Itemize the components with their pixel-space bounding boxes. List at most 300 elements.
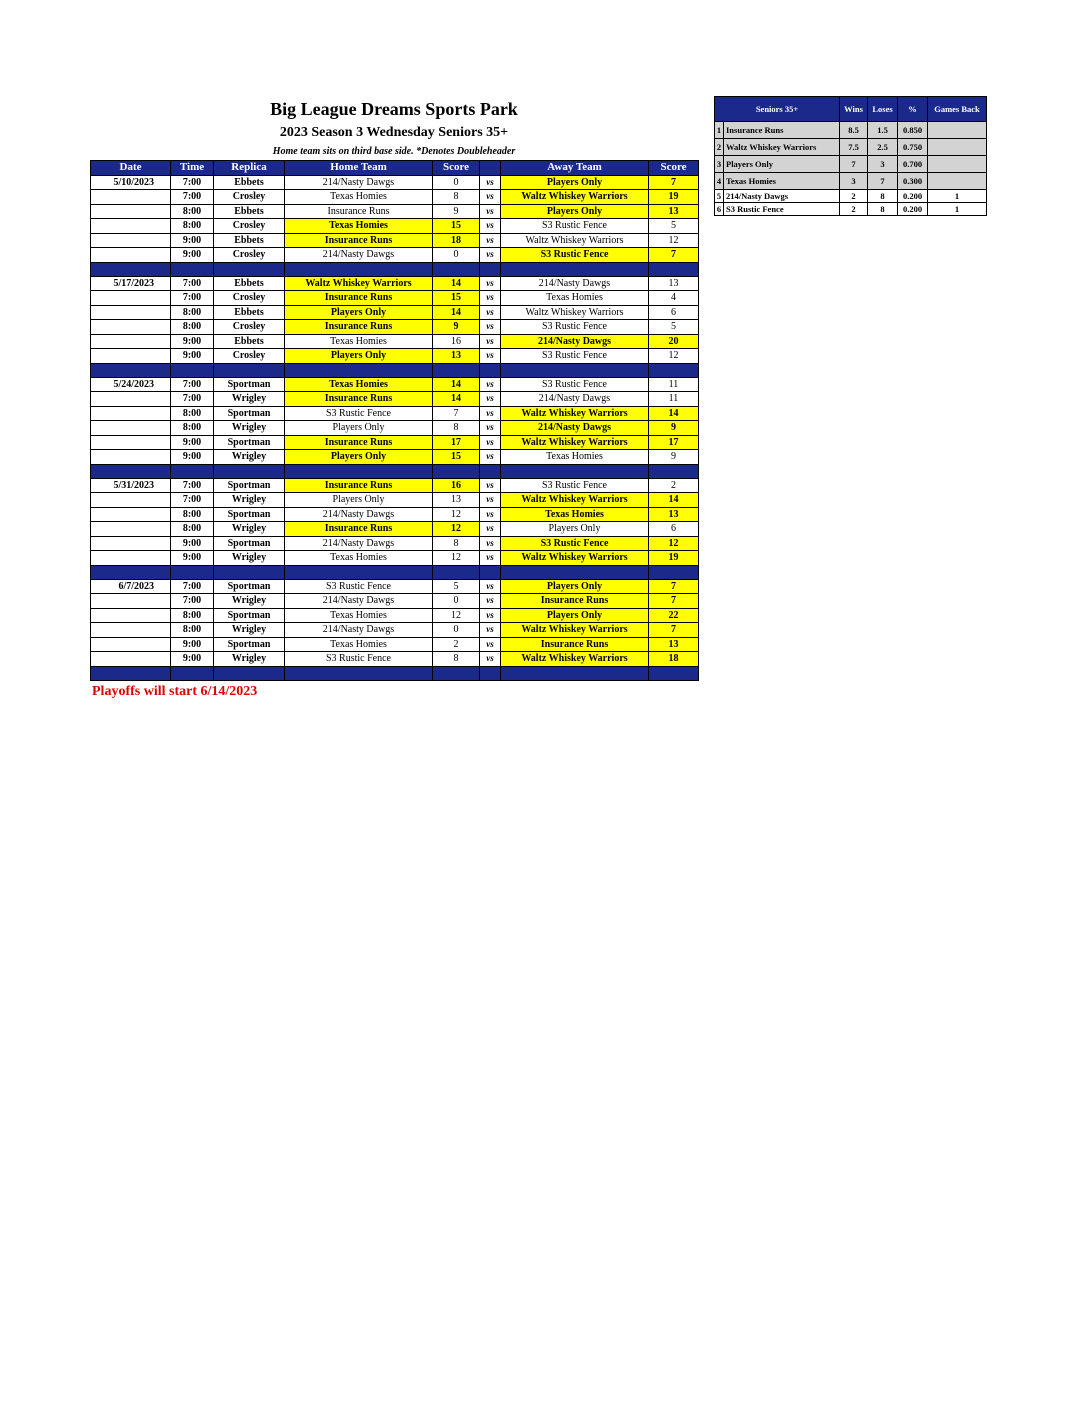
game-field: Sportman <box>214 536 285 551</box>
game-date <box>91 493 171 508</box>
game-field: Ebbets <box>214 334 285 349</box>
away-team: Texas Homies <box>501 450 649 465</box>
table-row <box>91 435 699 450</box>
game-date <box>91 219 171 234</box>
away-team: Players Only <box>501 579 649 594</box>
table-row <box>91 276 699 291</box>
separator-cell <box>285 666 433 680</box>
away-team: Players Only <box>501 175 649 190</box>
week-separator <box>91 363 699 377</box>
vs-label: vs <box>480 190 501 205</box>
home-score: 14 <box>433 276 480 291</box>
vs-label: vs <box>480 349 501 364</box>
home-team: Players Only <box>285 493 433 508</box>
table-row <box>91 579 699 594</box>
away-team: Waltz Whiskey Warriors <box>501 406 649 421</box>
home-team: Players Only <box>285 450 433 465</box>
home-score: 12 <box>433 507 480 522</box>
game-field: Crosley <box>214 190 285 205</box>
home-score: 8 <box>433 536 480 551</box>
standings-rank: 6 <box>715 203 724 216</box>
vs-label: vs <box>480 305 501 320</box>
separator-cell <box>285 262 433 276</box>
away-score: 19 <box>649 551 699 566</box>
game-field: Sportman <box>214 579 285 594</box>
col-home-score: Score <box>433 161 480 176</box>
vs-label: vs <box>480 276 501 291</box>
standings-rank: 5 <box>715 190 724 203</box>
game-time: 8:00 <box>171 623 214 638</box>
game-field: Sportman <box>214 435 285 450</box>
away-team: S3 Rustic Fence <box>501 478 649 493</box>
standings-rank: 4 <box>715 173 724 190</box>
vs-label: vs <box>480 493 501 508</box>
separator-cell <box>91 363 171 377</box>
page-title: Big League Dreams Sports Park <box>270 99 518 119</box>
standings-wins: 8.5 <box>840 122 868 139</box>
standings-pct: 0.200 <box>898 203 928 216</box>
vs-label: vs <box>480 623 501 638</box>
table-row <box>91 190 699 205</box>
game-date <box>91 608 171 623</box>
game-field: Sportman <box>214 377 285 392</box>
away-team: S3 Rustic Fence <box>501 536 649 551</box>
vs-label: vs <box>480 291 501 306</box>
home-score: 7 <box>433 406 480 421</box>
standings-body <box>715 122 987 216</box>
standings-pct: 0.200 <box>898 190 928 203</box>
standings-pct: 0.300 <box>898 173 928 190</box>
separator-cell <box>214 565 285 579</box>
away-score: 13 <box>649 204 699 219</box>
vs-label: vs <box>480 435 501 450</box>
game-field: Sportman <box>214 608 285 623</box>
standings-games-back <box>928 122 987 139</box>
game-time: 9:00 <box>171 435 214 450</box>
separator-cell <box>480 666 501 680</box>
game-date <box>91 320 171 335</box>
game-field: Crosley <box>214 219 285 234</box>
separator-cell <box>433 363 480 377</box>
game-field: Sportman <box>214 637 285 652</box>
home-team: Texas Homies <box>285 334 433 349</box>
home-team: Insurance Runs <box>285 204 433 219</box>
away-score: 4 <box>649 291 699 306</box>
away-score: 17 <box>649 435 699 450</box>
standings-wins: 2 <box>840 203 868 216</box>
vs-label: vs <box>480 421 501 436</box>
vs-label: vs <box>480 219 501 234</box>
standings-wins: 2 <box>840 190 868 203</box>
game-date <box>91 551 171 566</box>
game-time: 8:00 <box>171 522 214 537</box>
standings-loses-header: Loses <box>868 97 898 122</box>
away-score: 11 <box>649 392 699 407</box>
vs-label: vs <box>480 392 501 407</box>
separator-cell <box>214 262 285 276</box>
separator-cell <box>171 363 214 377</box>
home-score: 17 <box>433 435 480 450</box>
game-date <box>91 435 171 450</box>
game-time: 7:00 <box>171 377 214 392</box>
vs-label: vs <box>480 406 501 421</box>
vs-label: vs <box>480 536 501 551</box>
separator-cell <box>91 666 171 680</box>
table-row <box>91 623 699 638</box>
home-team: S3 Rustic Fence <box>285 406 433 421</box>
separator-cell <box>433 464 480 478</box>
home-team: S3 Rustic Fence <box>285 652 433 667</box>
away-score: 9 <box>649 450 699 465</box>
standings-header-row <box>715 97 987 122</box>
separator-cell <box>480 363 501 377</box>
week-separator <box>91 565 699 579</box>
separator-cell <box>91 464 171 478</box>
vs-label: vs <box>480 175 501 190</box>
vs-label: vs <box>480 551 501 566</box>
separator-cell <box>480 565 501 579</box>
home-score: 5 <box>433 579 480 594</box>
table-row <box>91 522 699 537</box>
away-score: 12 <box>649 536 699 551</box>
away-score: 18 <box>649 652 699 667</box>
game-time: 8:00 <box>171 608 214 623</box>
home-team: Insurance Runs <box>285 522 433 537</box>
table-row <box>91 478 699 493</box>
game-field: Ebbets <box>214 233 285 248</box>
home-score: 9 <box>433 320 480 335</box>
home-team: 214/Nasty Dawgs <box>285 248 433 263</box>
away-score: 12 <box>649 233 699 248</box>
game-date <box>91 334 171 349</box>
home-team: 214/Nasty Dawgs <box>285 175 433 190</box>
game-field: Sportman <box>214 507 285 522</box>
away-score: 7 <box>649 579 699 594</box>
separator-cell <box>433 262 480 276</box>
table-row <box>91 536 699 551</box>
standings-loses: 8 <box>868 203 898 216</box>
table-row <box>91 219 699 234</box>
away-score: 9 <box>649 421 699 436</box>
game-time: 8:00 <box>171 406 214 421</box>
vs-label: vs <box>480 377 501 392</box>
game-date <box>91 637 171 652</box>
vs-label: vs <box>480 594 501 609</box>
separator-cell <box>433 565 480 579</box>
game-date: 6/7/2023 <box>91 579 171 594</box>
game-time: 8:00 <box>171 305 214 320</box>
vs-label: vs <box>480 204 501 219</box>
game-time: 9:00 <box>171 233 214 248</box>
game-date <box>91 594 171 609</box>
table-row <box>91 320 699 335</box>
game-time: 8:00 <box>171 320 214 335</box>
home-score: 12 <box>433 551 480 566</box>
separator-cell <box>480 464 501 478</box>
home-score: 18 <box>433 233 480 248</box>
standings-wins-header: Wins <box>840 97 868 122</box>
home-score: 14 <box>433 305 480 320</box>
away-score: 5 <box>649 219 699 234</box>
home-score: 0 <box>433 175 480 190</box>
standings-rank: 1 <box>715 122 724 139</box>
away-score: 20 <box>649 334 699 349</box>
table-row <box>91 450 699 465</box>
home-team: Texas Homies <box>285 377 433 392</box>
separator-cell <box>480 262 501 276</box>
separator-cell <box>433 666 480 680</box>
away-team: Waltz Whiskey Warriors <box>501 233 649 248</box>
game-time: 7:00 <box>171 291 214 306</box>
table-row <box>91 204 699 219</box>
game-date <box>91 204 171 219</box>
home-score: 14 <box>433 377 480 392</box>
separator-cell <box>91 262 171 276</box>
schedule-table <box>90 160 699 681</box>
home-score: 12 <box>433 522 480 537</box>
standings-games-back <box>928 173 987 190</box>
standings-team: Players Only <box>724 156 840 173</box>
game-field: Wrigley <box>214 594 285 609</box>
table-row <box>91 175 699 190</box>
table-row <box>91 377 699 392</box>
standings-games-back <box>928 156 987 173</box>
vs-label: vs <box>480 478 501 493</box>
col-vs <box>480 161 501 176</box>
game-time: 7:00 <box>171 276 214 291</box>
standings-wins: 7.5 <box>840 139 868 156</box>
away-team: Texas Homies <box>501 291 649 306</box>
schedule-header-row <box>91 161 699 176</box>
game-field: Wrigley <box>214 493 285 508</box>
game-date <box>91 190 171 205</box>
table-row <box>91 608 699 623</box>
away-team: Insurance Runs <box>501 594 649 609</box>
standings-games-back <box>928 139 987 156</box>
away-score: 5 <box>649 320 699 335</box>
away-team: Waltz Whiskey Warriors <box>501 435 649 450</box>
away-team: Waltz Whiskey Warriors <box>501 652 649 667</box>
game-field: Ebbets <box>214 175 285 190</box>
away-team: Players Only <box>501 204 649 219</box>
away-score: 7 <box>649 623 699 638</box>
separator-cell <box>649 666 699 680</box>
home-team: Insurance Runs <box>285 320 433 335</box>
away-team: Waltz Whiskey Warriors <box>501 305 649 320</box>
game-date <box>91 349 171 364</box>
separator-cell <box>649 363 699 377</box>
separator-cell <box>649 262 699 276</box>
standings-row <box>715 190 987 203</box>
table-row <box>91 291 699 306</box>
separator-cell <box>649 565 699 579</box>
separator-cell <box>501 464 649 478</box>
standings-loses: 7 <box>868 173 898 190</box>
game-field: Wrigley <box>214 623 285 638</box>
game-field: Crosley <box>214 248 285 263</box>
vs-label: vs <box>480 233 501 248</box>
home-score: 0 <box>433 594 480 609</box>
page-subtitle: 2023 Season 3 Wednesday Seniors 35+ <box>279 125 509 140</box>
standings-loses: 1.5 <box>868 122 898 139</box>
game-field: Wrigley <box>214 652 285 667</box>
standings-pct: 0.750 <box>898 139 928 156</box>
home-score: 16 <box>433 334 480 349</box>
table-row <box>91 305 699 320</box>
separator-cell <box>285 363 433 377</box>
game-field: Sportman <box>214 406 285 421</box>
away-team: Insurance Runs <box>501 637 649 652</box>
away-team: S3 Rustic Fence <box>501 219 649 234</box>
standings-loses: 3 <box>868 156 898 173</box>
game-time: 9:00 <box>171 536 214 551</box>
away-score: 6 <box>649 305 699 320</box>
table-row <box>91 507 699 522</box>
home-team: Insurance Runs <box>285 392 433 407</box>
home-team: Texas Homies <box>285 637 433 652</box>
game-date <box>91 522 171 537</box>
standings-rank: 3 <box>715 156 724 173</box>
home-score: 13 <box>433 493 480 508</box>
home-team: Texas Homies <box>285 551 433 566</box>
game-date <box>91 248 171 263</box>
standings-team: S3 Rustic Fence <box>724 203 840 216</box>
game-date: 5/24/2023 <box>91 377 171 392</box>
game-time: 7:00 <box>171 190 214 205</box>
col-time: Time <box>171 161 214 176</box>
away-team: S3 Rustic Fence <box>501 349 649 364</box>
col-away-team: Away Team <box>501 161 649 176</box>
game-time: 7:00 <box>171 493 214 508</box>
table-row <box>91 551 699 566</box>
vs-label: vs <box>480 608 501 623</box>
game-date: 5/10/2023 <box>91 175 171 190</box>
vs-label: vs <box>480 579 501 594</box>
home-team: Texas Homies <box>285 190 433 205</box>
vs-label: vs <box>480 507 501 522</box>
away-team: 214/Nasty Dawgs <box>501 276 649 291</box>
home-team: S3 Rustic Fence <box>285 579 433 594</box>
standings-loses: 2.5 <box>868 139 898 156</box>
week-separator <box>91 666 699 680</box>
home-score: 8 <box>433 652 480 667</box>
week-separator <box>91 262 699 276</box>
away-team: Waltz Whiskey Warriors <box>501 190 649 205</box>
home-team: 214/Nasty Dawgs <box>285 507 433 522</box>
col-date: Date <box>91 161 171 176</box>
standings-team: Waltz Whiskey Warriors <box>724 139 840 156</box>
game-field: Sportman <box>214 478 285 493</box>
home-score: 13 <box>433 349 480 364</box>
game-field: Ebbets <box>214 305 285 320</box>
separator-cell <box>214 363 285 377</box>
standings-row <box>715 139 987 156</box>
vs-label: vs <box>480 320 501 335</box>
home-score: 0 <box>433 623 480 638</box>
game-time: 8:00 <box>171 421 214 436</box>
game-date <box>91 233 171 248</box>
home-team: Players Only <box>285 349 433 364</box>
away-score: 13 <box>649 507 699 522</box>
game-field: Wrigley <box>214 392 285 407</box>
home-score: 8 <box>433 421 480 436</box>
separator-cell <box>501 363 649 377</box>
home-team: Texas Homies <box>285 219 433 234</box>
game-time: 8:00 <box>171 507 214 522</box>
standings-row <box>715 156 987 173</box>
home-score: 8 <box>433 190 480 205</box>
game-field: Wrigley <box>214 450 285 465</box>
home-team: Insurance Runs <box>285 435 433 450</box>
table-row <box>91 652 699 667</box>
game-date <box>91 305 171 320</box>
standings-wins: 3 <box>840 173 868 190</box>
away-team: 214/Nasty Dawgs <box>501 421 649 436</box>
standings-team: Insurance Runs <box>724 122 840 139</box>
home-team: Insurance Runs <box>285 291 433 306</box>
separator-cell <box>285 565 433 579</box>
standings-wins: 7 <box>840 156 868 173</box>
game-time: 7:00 <box>171 579 214 594</box>
home-team: 214/Nasty Dawgs <box>285 594 433 609</box>
game-date <box>91 421 171 436</box>
home-score: 2 <box>433 637 480 652</box>
home-score: 15 <box>433 219 480 234</box>
game-time: 9:00 <box>171 551 214 566</box>
standings-games-back: 1 <box>928 203 987 216</box>
home-score: 16 <box>433 478 480 493</box>
home-score: 0 <box>433 248 480 263</box>
vs-label: vs <box>480 652 501 667</box>
standings-pct: 0.850 <box>898 122 928 139</box>
away-score: 7 <box>649 594 699 609</box>
game-time: 9:00 <box>171 652 214 667</box>
away-team: S3 Rustic Fence <box>501 377 649 392</box>
away-score: 7 <box>649 248 699 263</box>
away-score: 14 <box>649 493 699 508</box>
home-team: Players Only <box>285 305 433 320</box>
game-date <box>91 450 171 465</box>
schedule-body <box>91 175 699 680</box>
game-field: Crosley <box>214 349 285 364</box>
game-time: 8:00 <box>171 219 214 234</box>
separator-cell <box>91 565 171 579</box>
game-date <box>91 536 171 551</box>
away-team: Waltz Whiskey Warriors <box>501 551 649 566</box>
away-team: Texas Homies <box>501 507 649 522</box>
standings-rank: 2 <box>715 139 724 156</box>
separator-cell <box>171 666 214 680</box>
title-block <box>90 96 698 160</box>
table-row <box>91 493 699 508</box>
home-score: 15 <box>433 450 480 465</box>
game-date <box>91 406 171 421</box>
game-date <box>91 392 171 407</box>
away-team: S3 Rustic Fence <box>501 248 649 263</box>
table-row <box>91 349 699 364</box>
away-team: 214/Nasty Dawgs <box>501 392 649 407</box>
game-time: 9:00 <box>171 450 214 465</box>
table-row <box>91 334 699 349</box>
game-time: 9:00 <box>171 349 214 364</box>
standings-pct-header: % <box>898 97 928 122</box>
separator-cell <box>171 565 214 579</box>
game-date <box>91 652 171 667</box>
game-field: Wrigley <box>214 551 285 566</box>
game-field: Wrigley <box>214 421 285 436</box>
home-team: Insurance Runs <box>285 233 433 248</box>
standings-loses: 8 <box>868 190 898 203</box>
